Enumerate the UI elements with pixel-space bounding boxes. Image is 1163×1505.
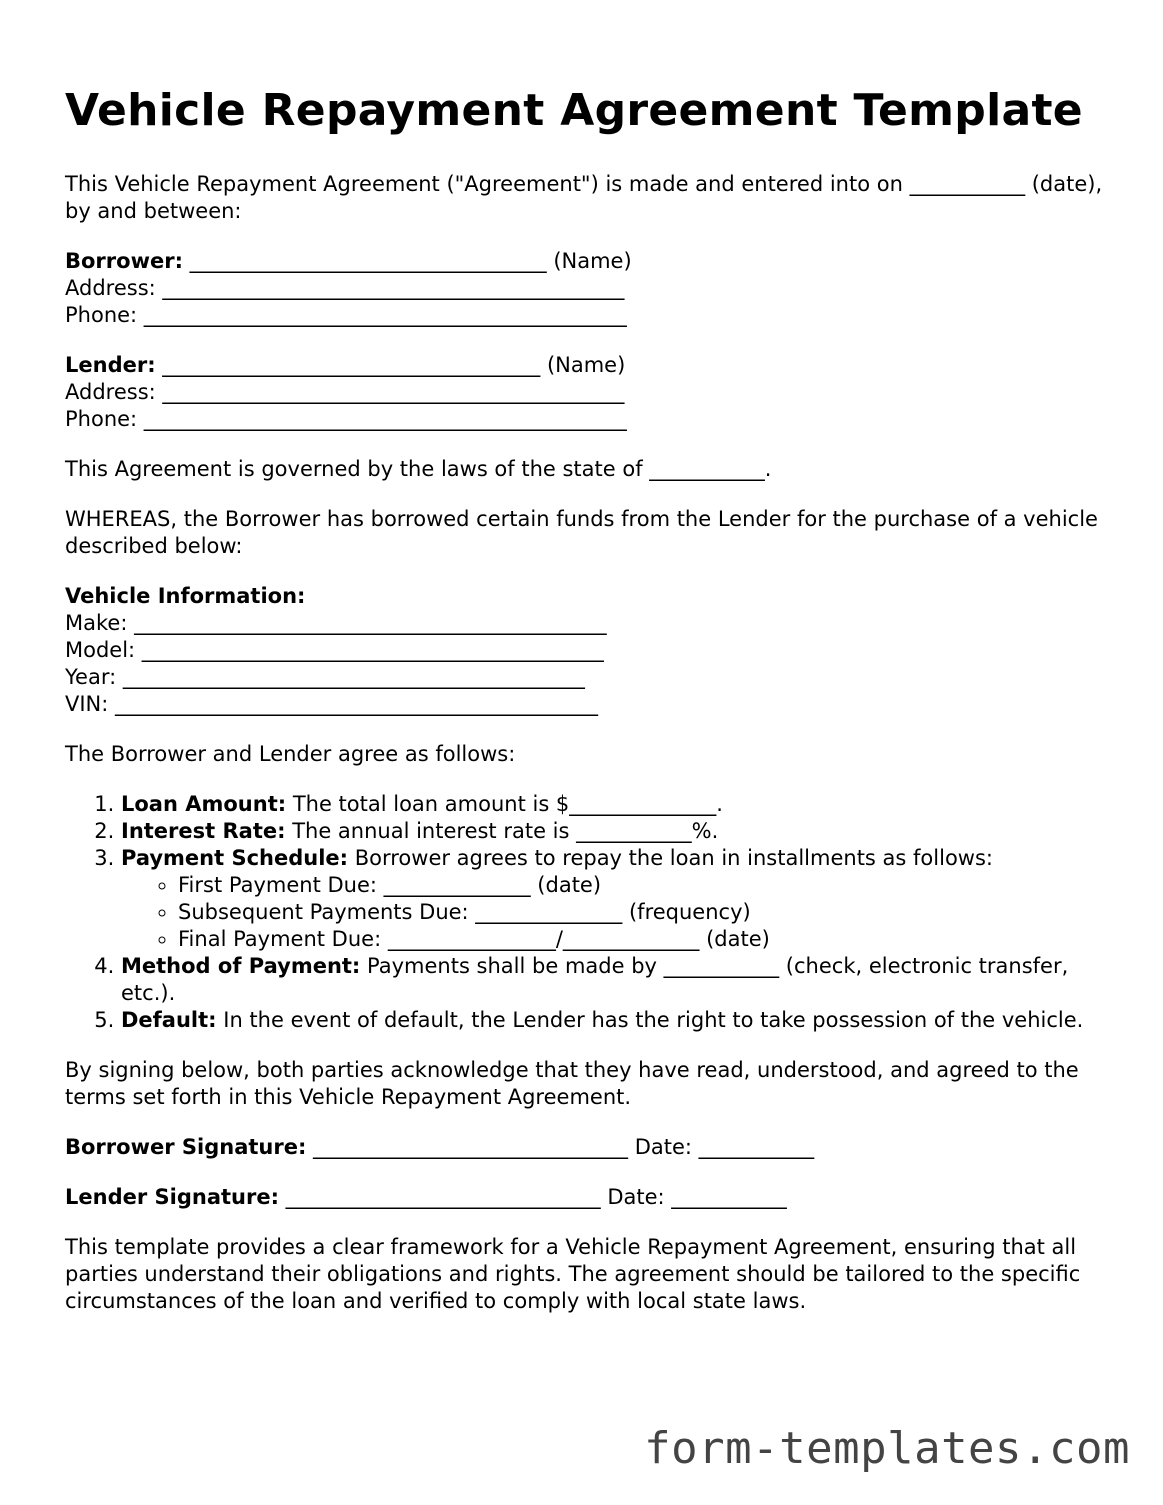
payment-schedule-list xyxy=(121,872,1105,953)
term-label: Payment Schedule: xyxy=(121,846,349,870)
lender-name-field: ____________________________________ (Name) xyxy=(155,353,626,377)
acknowledge-paragraph: By signing below, both parties acknowledge that they have read, understood, and agreed to the terms set forth in this Vehicle Repayment Agreement. xyxy=(65,1058,1079,1109)
schedule-item: ◦ Subsequent Payments Due: ______________ (frequency) xyxy=(178,899,1105,926)
document-content xyxy=(65,84,1105,1315)
borrower-name-line xyxy=(65,248,1105,275)
lender-phone-field: Phone: ______________________________________________ xyxy=(65,407,627,431)
lender-signature-label: Lender Signature: xyxy=(65,1185,279,1209)
intro-paragraph: This Vehicle Repayment Agreement ("Agreement") is made and entered into on ___________ (date), by and between: xyxy=(65,172,1103,223)
borrower-signature-line xyxy=(65,1134,1105,1161)
term-item xyxy=(121,818,1105,845)
vehicle-vin-field: VIN: ______________________________________________ xyxy=(65,692,599,716)
vehicle-model-field: Model: ____________________________________________ xyxy=(65,638,604,662)
vehicle-block xyxy=(65,583,1105,718)
lender-block xyxy=(65,352,1105,433)
borrower-block xyxy=(65,248,1105,329)
term-text: The total loan amount is $______________. xyxy=(286,792,723,816)
term-item xyxy=(121,791,1105,818)
schedule-item: ◦ First Payment Due: ______________ (date) xyxy=(178,872,1105,899)
term-text: In the event of default, the Lender has the right to take possession of the vehicle. xyxy=(216,1008,1084,1032)
lender-name-line xyxy=(65,352,1105,379)
agree-intro-paragraph: The Borrower and Lender agree as follows: xyxy=(65,742,516,766)
term-text: Payments shall be made by ___________ (check, electronic transfer, etc.). xyxy=(121,954,1069,1005)
footer-note-paragraph: This template provides a clear framework for a Vehicle Repayment Agreement, ensuring that all parties understand their obligations and rights. The agreement should be tailored to the specific circumstances of the loan and verified to comply with local state laws. xyxy=(65,1235,1081,1313)
site-watermark: form-templates.com xyxy=(644,1423,1130,1474)
term-label: Interest Rate: xyxy=(121,819,286,843)
term-item xyxy=(121,845,1105,953)
document-title: Vehicle Repayment Agreement Template xyxy=(65,85,1083,136)
whereas-paragraph: WHEREAS, the Borrower has borrowed certain funds from the Lender for the purchase of a vehicle described below: xyxy=(65,507,1098,558)
vehicle-year-field: Year: ____________________________________________ xyxy=(65,665,585,689)
term-text: Borrower agrees to repay the loan in installments as follows: xyxy=(348,846,993,870)
borrower-label: Borrower: xyxy=(65,249,183,273)
vehicle-heading: Vehicle Information: xyxy=(65,584,306,608)
terms-list xyxy=(65,791,1105,1034)
term-text: The annual interest rate is ___________%. xyxy=(285,819,719,843)
borrower-address-field: Address: ____________________________________________ xyxy=(65,276,625,300)
lender-address-field: Address: ____________________________________________ xyxy=(65,380,625,404)
lender-signature-field: ______________________________ Date: ___________ xyxy=(278,1185,787,1209)
term-label: Method of Payment: xyxy=(121,954,361,978)
schedule-item: ◦ Final Payment Due: ________________/_____________ (date) xyxy=(178,926,1105,953)
lender-label: Lender: xyxy=(65,353,156,377)
lender-signature-line xyxy=(65,1184,1105,1211)
borrower-phone-field: Phone: ______________________________________________ xyxy=(65,303,627,327)
governing-law-paragraph: This Agreement is governed by the laws of the state of ___________. xyxy=(65,457,772,481)
term-label: Default: xyxy=(121,1008,217,1032)
borrower-signature-label: Borrower Signature: xyxy=(65,1135,307,1159)
borrower-name-field: __________________________________ (Name) xyxy=(182,249,632,273)
term-label: Loan Amount: xyxy=(121,792,287,816)
vehicle-make-field: Make: _____________________________________________ xyxy=(65,611,607,635)
term-item xyxy=(121,1007,1105,1034)
borrower-signature-field: ______________________________ Date: ___________ xyxy=(306,1135,815,1159)
term-item xyxy=(121,953,1105,1007)
